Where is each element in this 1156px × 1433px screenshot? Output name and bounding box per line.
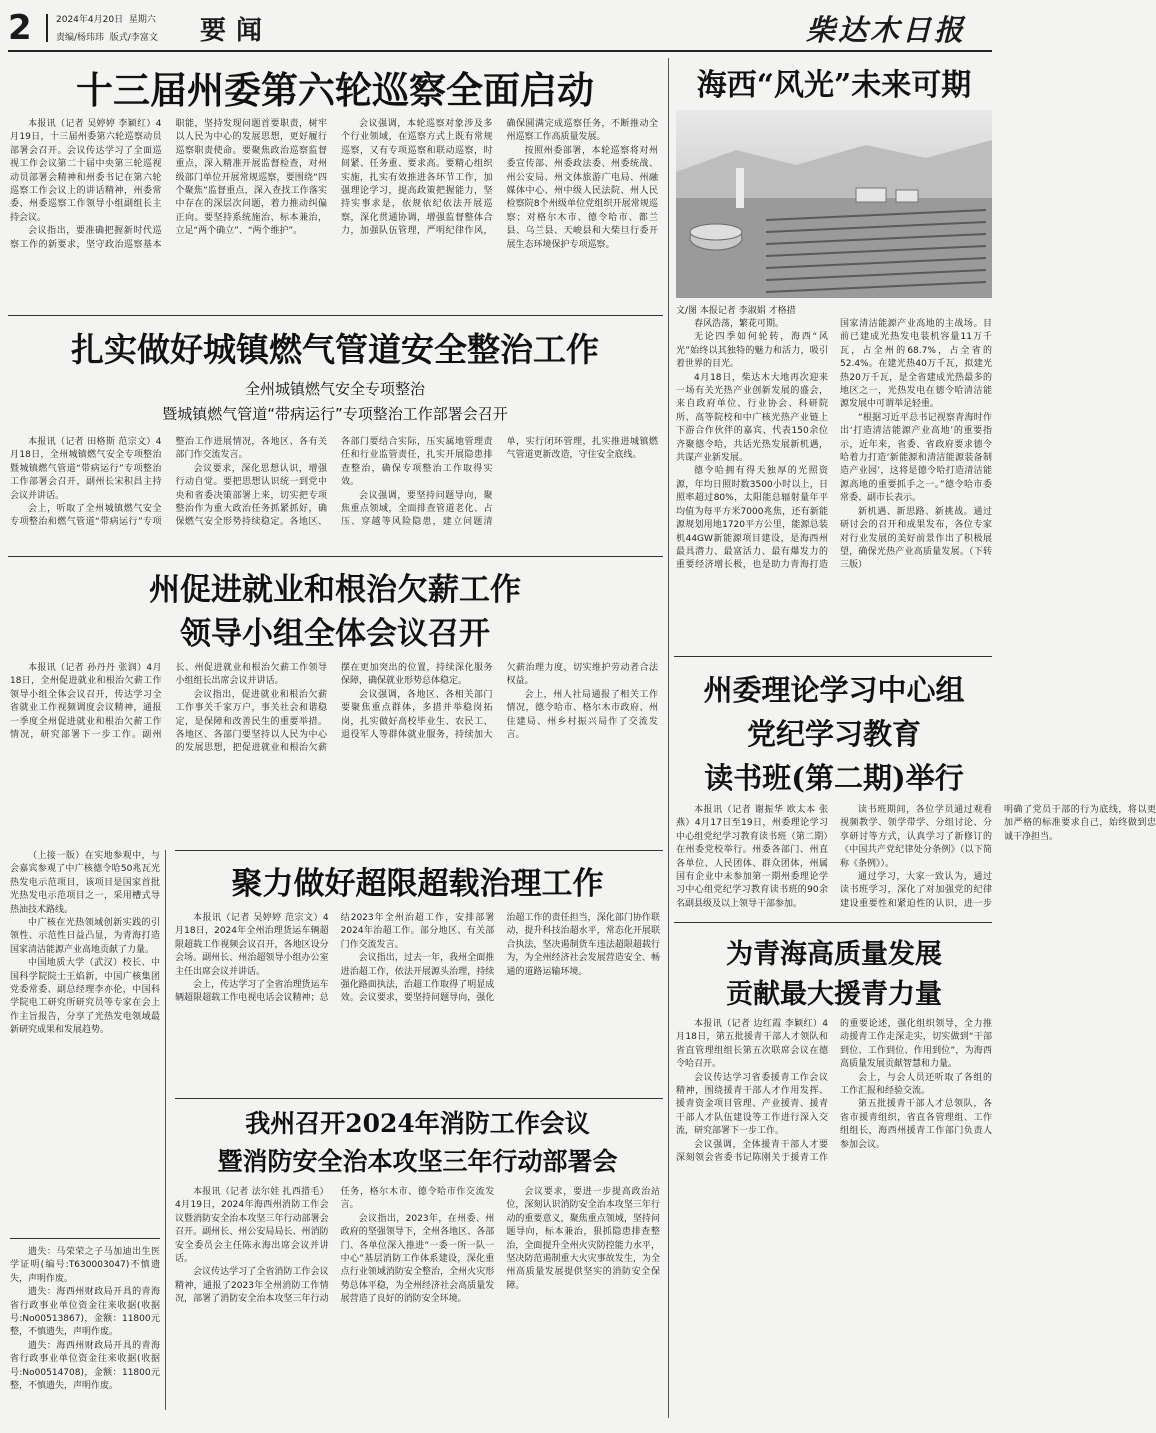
article-body-aid: 本报讯（记者 边红霞 李颖红）4月18日，第五批援青干部人才领队和省直管理组组长第五次联席会议在德令哈召开。 会议传达学习省委援青工作会议精神，围绕援青干部人才作用发挥、援青资金项目管理、产业援青、援青干部人才队伍建设等工作进行深入交流，研究部署下一步工作。 会议强调，全体援青干部人才要深刻领会省委书记陈刚关于援青工作的重要论述，强化组织领导，全力推动援青工作走深走实，切实做到“干部到位、工作到位、作用到位”，为海西高质量发展贡献智慧和力量。 会上，与会人员还听取了各组的工作汇报和经验交流。 第五批援青干部人才总领队，各省市援青组织，省直各管理组、工作组组长，海西州援青工作部门负责人参加会议。 <box>676 1019 992 1164</box>
article-title-gas: 扎实做好城镇燃气管道安全整治工作 <box>71 330 599 369</box>
notice-item: 遗失：马荣荣之子马加迪出生医学证明(编号:T630003047)不慎遗失，声明作废。 <box>10 1247 160 1284</box>
notice-item: 遗失：海西州财政局开具的青海省行政事业单位资金往来收据(收据号:No00514708)，金额：11800元整，不慎遗失，声明作废。 <box>10 1340 160 1392</box>
article-subtitle-gas-1: 全州城镇燃气安全专项整治 <box>244 380 425 398</box>
column-divider <box>668 58 669 1418</box>
notices <box>10 1246 160 1424</box>
article-body-fire: 本报讯（记者 法尔娃 扎西措毛）4月19日，2024年海西州消防工作会议暨消防安全治本攻坚三年行动部署会召开。副州长、州公安局局长、州消防安全委员会主任陈永海出席会议并讲话。 会议传达学习了全省消防工作会议精神，通报了2023年全州消防工作情况，部署了消防安全治本攻坚三年行动任务，格尔木市、德令哈市作交流发言。 会议指出，2023年，在州委、州政府的坚强领导下，全州各地区、各部门、各单位深入推进“一委一所一队一中心”基层消防工作体系建设，深化重点行业领域消防安全整治，全州火灾形势总体平稳，为全州经济社会高质量发展营造了良好的消防安全环境。 会议要求，要进一步提高政治站位，深刻认识消防安全治本攻坚三年行动的重要意义，聚焦重点领域，坚持问题导向，标本兼治，狠抓隐患排查整治，全面提升全州火灾防控能力水平，坚决防范遏制重大火灾事故发生，为全州高质量发展提供坚实的消防安全保障。 <box>175 1187 660 1305</box>
solar-field-illustration <box>676 110 992 298</box>
section-title: 要闻 <box>200 16 273 46</box>
article-title-employment-2: 领导小组全体会议召开 <box>180 616 490 652</box>
article-title-study-1: 州委理论学习中心组 <box>703 673 965 707</box>
divider <box>8 315 663 316</box>
fengguang-byline: 文/图 本报记者 李淑娟 才格措 <box>676 306 796 316</box>
article-title-aid-1: 为青海高质量发展 <box>726 939 942 970</box>
article-body-gas: 本报讯（记者 田格斯 范宗文）4月18日，全州城镇燃气安全专项整治暨城镇燃气管道“带病运行”专项整治工作部署会召开，副州长宋积昌主持会议并讲话。 会上，听取了全州城镇燃气安全专项整治和燃气管道“带病运行”专项整治工作进展情况，各地区、各有关部门作交流发言。 会议要求，深化思想认识，增强行动自觉。要把思想认识统一到党中央和省委决策部署上来，切实把专项整治作为重大政治任务抓紧抓好，确保燃气安全形势持续稳定。各地区、各部门要结合实际，压实属地管理责任和行业监管责任，扎实开展隐患排查整治，确保专项整治工作取得实效。 会议强调，要坚持问题导向，聚焦重点领域，全面排查管道老化、占压、穿越等风险隐患，建立问题清单，实行闭环管理，扎实推进城镇燃气管道更新改造，守住安全底线。 <box>10 437 658 528</box>
divider <box>674 656 992 657</box>
article-title-study-2: 党纪学习教育 <box>746 717 921 751</box>
article-body-employment: 本报讯（记者 孙丹丹 张润）4月18日，全州促进就业和根治欠薪工作领导小组全体会议召开，传达学习全省就业工作视频调度会议精神，通报一季度全州促进就业和根治欠薪工作情况，研究部署下一步工作。副州长、州促进就业和根治欠薪工作领导小组组长出席会议并讲话。 会议指出，促进就业和根治欠薪工作事关千家万户，事关社会和谐稳定，是保障和改善民生的重要举措。各地区、各部门要坚持以人民为中心的发展思想，把促进就业和根治欠薪摆在更加突出的位置，持续深化服务保障，确保就业形势总体稳定。 会议强调，各地区、各相关部门要聚焦重点群体，多措并举稳岗拓岗，扎实做好高校毕业生、农民工、退役军人等群体就业服务，持续加大欠薪治理力度，切实维护劳动者合法权益。 会上，州人社局通报了相关工作情况，德令哈市、格尔木市政府、州住建局、州乡村振兴局作了交流发言。 <box>10 663 658 754</box>
notice-item: 遗失：海西州财政局开具的青海省行政事业单位资金往来收据(收据号:No00513867)，金额：11800元整，不慎遗失，声明作废。 <box>10 1287 160 1338</box>
article-title-fire-1: 我州召开2024年消防工作会议 <box>245 1109 590 1138</box>
divider <box>674 922 992 923</box>
fengguang-continuation: （上接一版）在实地参观中，与会嘉宾参观了中广核德令哈50兆瓦光热发电示范项目，该项目是国家首批光热发电示范项目之一，采用槽式导热油技术路线。 中广核在光热领域创新实践的引领性、示范性日益凸显，为青海打造国家清洁能源产业高地贡献了力量。 中国地质大学（武汉）校长、中国科学院院士王焰新，中国广核集团党委常委、副总经理李亦伦，中国科学院电工研究所研究员等专家在会上作主旨报告，分享了光热发电领域最新研究成果和发展趋势。 <box>10 851 160 1036</box>
header-staff: 责编/杨玮玮 版式/李富文 <box>56 33 158 43</box>
divider <box>175 1098 663 1099</box>
article-title-study-3: 读书班(第二期)举行 <box>704 761 964 795</box>
column-divider <box>165 850 166 1410</box>
header-date: 2024年4月20日 星期六 <box>56 15 156 25</box>
masthead-logo: 柴达木日报 <box>806 13 967 47</box>
header-divider <box>46 14 48 42</box>
article-body-fengguang: 春风浩荡，繁花可期。 无论四季如何轮转，海西“风光”始终以其独特的魅力和活力，吸引着世界的目光。 4月18日，柴达木大地再次迎来一场有关光热产业创新发展的盛会，来自政府单位、行业协会、科研院所、高等院校和中广核光热产业链上下游合作伙伴的嘉宾、代表150余位齐聚德令哈，共话光热发展新机遇，共谋产业新发展。 德令哈拥有得天独厚的光照资源，年均日照时数3500小时以上，日照率超过80%，太阳能总辐射量年平均值为每平方米7000兆焦，还有新能源规划用地1720平方公里，能源总装机44GW新能源项目建设，是海西州最具潜力、最富活力、最有爆发力的重要经济增长极，也是助力青海打造国家清洁能源产业高地的主战场。目前已建成光热发电装机容量11万千瓦，占全州的68.7%，占全省的52.4%。在建光热40万千瓦，拟建光热20万千瓦，是全省建成光热最多的地区之一，光热发电在德令哈清洁能源发展中可谓举足轻重。 “根据习近平总书记视察青海时作出‘打造清洁能源产业高地’的重要指示，近年来，省委、省政府要求德令哈着力打造‘新能源和清洁能源装备制造产业园’，这将是德令哈打造清洁能源高地的重要抓手之一。”德令哈市委常委、副市长表示。 新机遇、新思路、新挑战。通过研讨会的召开和成果发布，各位专家对行业发展的美好前景作出了积极展望，确保光热产业高质量发展。（下转三版） <box>676 319 992 571</box>
divider <box>8 556 663 557</box>
article-body-overload: 本报讯（记者 吴婷婷 范宗文）4月18日，2024年全州治理货运车辆超限超载工作视频会议召开，各地区设分会场。副州长、州治超领导小组办公室主任出席会议并讲话。 会上，传达学习了全省治理货运车辆超限超载工作电视电话会议精神；总结2023年全州治超工作，安排部署2024年治超工作。部分地区、有关部门作交流发言。 会议指出，过去一年，我州全面推进治超工作，依法开展源头治理，持续强化路面执法，治超工作取得了明显成效。会议要求，要坚持问题导向，强化治超工作的责任担当，深化部门协作联动，提升科技治超水平，常态化开展联合执法，坚决遏制货车违法超限超载行为，为全州经济社会发展营造安全、畅通的道路运输环境。 <box>175 913 660 1004</box>
article-title-fire-2: 暨消防安全治本攻坚三年行动部署会 <box>217 1147 618 1176</box>
article-title-fengguang: 海西“风光”未来可期 <box>696 68 972 103</box>
header-rule <box>8 50 992 52</box>
divider <box>10 1238 160 1239</box>
article-title-aid-2: 贡献最大援青力量 <box>726 979 942 1010</box>
article-title-inspection: 十三届州委第六轮巡察全面启动 <box>76 68 594 112</box>
divider <box>175 850 663 851</box>
article-body-inspection: 本报讯（记者 吴婷婷 李颖红）4月19日，十三届州委第六轮巡察动员部署会召开。会议传达学习了全面巡视工作会议第二十届中央第三轮巡视动员部署会精神和州委书记在第六轮巡察工作会议上的讲话精神，州委常委、州委巡察工作领导小组副组长主持会议。 会议指出，要准确把握新时代巡察工作的新要求，坚守政治巡察基本职能，坚持发现问题首要职责，树牢以人民为中心的发展思想，更好履行巡察职责使命。要聚焦政治巡察监督重点，深入精准开展监督检查，对州级部门单位开展常规巡察，要围绕“四个聚焦”监督重点，深入查找工作落实中存在的深层次问题，着力推动纠偏正向。要坚持系统施治、标本兼治，立足“两个确立”、“两个维护”。 会议强调，本轮巡察对象涉及多个行业领域，在巡察方式上既有常规巡察，又有专项巡察和联动巡察，时间紧、任务重、要求高。要精心组织实施，扎实有效推进各环节工作，加强理论学习，提高政策把握能力，坚持实事求是，依规依纪依法开展巡察，深化贯通协调，增强监督整体合力，加强队伍管理，严明纪律作风，确保圆满完成巡察任务，不断推动全州巡察工作高质量发展。 按照州委部署，本轮巡察将对州委宣传部、州委政法委、州委统战、州公安局、州文体旅游广电局、州融媒体中心、州中级人民法院、州人民检察院8个州级单位党组织开展常规巡察；对格尔木市、德令哈市、都兰县、乌兰县、天峻县和大柴旦行委开展生态环境保护专项巡察。 <box>10 119 658 250</box>
page-number: 2 <box>8 8 32 48</box>
article-subtitle-gas-2: 暨城镇燃气管道“带病运行”专项整治工作部署会召开 <box>162 405 508 423</box>
article-title-overload: 聚力做好超限超载治理工作 <box>231 866 604 902</box>
solar-field-photo <box>676 110 992 298</box>
article-title-employment-1: 州促进就业和根治欠薪工作 <box>149 572 521 608</box>
article-body-study: 本报讯（记者 谢振华 欧太本 张燕）4月17日至19日，州委理论学习中心组党纪学习教育读书班（第二期）在州委党校举行。州委各部门、州直各单位、人民团体、群众团体，州属国有企业中未参加第一期州委理论学习中心组党纪学习教育读书班的90余名副县级及以上领导干部参加。 读书班期间，各位学员通过观看视频教学、领学带学、分组讨论、分享研讨等方式，认真学习了新修订的《中国共产党纪律处分条例》（以下简称《条例》）。 通过学习，大家一致认为，通过读书班学习，深化了对加强党的纪律建设重要性和紧迫性的认识，进一步明确了党员干部的行为底线，将以更加严格的标准要求自己，始终做到忠诚干净担当。 <box>676 805 1156 909</box>
